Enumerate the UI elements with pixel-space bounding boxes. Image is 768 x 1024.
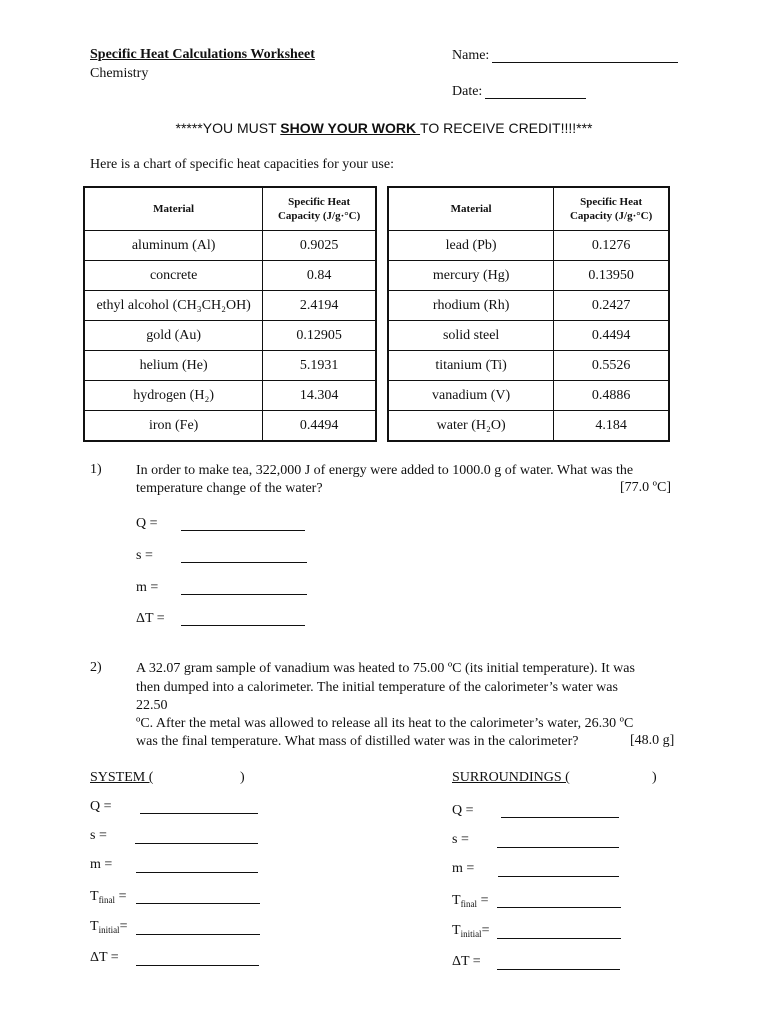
- header-specific-heat: [554, 187, 669, 231]
- system-q-field[interactable]: [140, 813, 258, 814]
- header-material: Material: [84, 187, 263, 231]
- date-label: Date:: [452, 84, 483, 99]
- material-cell: iron (Fe): [84, 411, 263, 442]
- material-cell: aluminum (Al): [84, 231, 263, 261]
- surroundings-label: SURROUNDINGS (: [452, 770, 570, 785]
- surroundings-tinitial-label: [452, 923, 489, 939]
- surroundings-s-label: s =: [452, 832, 469, 847]
- value-cell: 0.1276: [554, 231, 669, 261]
- q2-line3: 22.50: [136, 698, 168, 713]
- header-heat-line2: Capacity (J/g·°C): [569, 210, 653, 222]
- surroundings-m-label: m =: [452, 861, 475, 876]
- date-field[interactable]: [485, 98, 586, 99]
- system-tfinal-eq: =: [115, 889, 127, 904]
- notice-prefix: *****YOU MUST: [175, 120, 281, 136]
- q1-s-field[interactable]: [181, 562, 307, 563]
- table-row: [388, 351, 669, 381]
- value-cell: 0.84: [263, 261, 376, 291]
- surroundings-tinitial-eq: =: [481, 923, 490, 938]
- q1-m-label: m =: [136, 580, 159, 595]
- show-work-notice: [0, 120, 768, 136]
- q1-q-field[interactable]: [181, 530, 305, 531]
- system-tinitial-eq: =: [119, 919, 128, 934]
- value-cell: 0.9025: [263, 231, 376, 261]
- surroundings-tfinal-field[interactable]: [497, 907, 621, 908]
- surroundings-dt-field[interactable]: [497, 969, 620, 970]
- surroundings-tinitial-t: T: [452, 923, 461, 938]
- header-heat-line2: Capacity (J/g·°C): [277, 210, 361, 222]
- table-row: [388, 231, 669, 261]
- table-row: [84, 261, 376, 291]
- surroundings-tinitial-field[interactable]: [497, 938, 621, 939]
- system-title: [90, 770, 153, 786]
- system-tfinal-field[interactable]: [136, 903, 260, 904]
- table-row: [388, 381, 669, 411]
- name-label: Name:: [452, 48, 490, 63]
- system-q-label: Q =: [90, 799, 112, 814]
- q1-dt-field[interactable]: [181, 625, 305, 626]
- q2-line1: A 32.07 gram sample of vanadium was heated to 75.00 ºC (its initial temperature). It was: [136, 661, 635, 676]
- name-field[interactable]: [492, 62, 678, 63]
- value-cell: 14.304: [263, 381, 376, 411]
- table-row: [84, 411, 376, 442]
- value-cell: 0.4494: [554, 321, 669, 351]
- q2-line4: ºC. After the metal was allowed to release all its heat to the calorimeter’s water, 26.30 ºC: [136, 716, 634, 731]
- system-tinitial-t: T: [90, 919, 99, 934]
- q1-dt-label: ΔT =: [136, 611, 165, 626]
- surroundings-title: [452, 770, 570, 786]
- header-heat-line1: Specific Heat: [288, 196, 351, 208]
- table-row: [84, 351, 376, 381]
- system-s-field[interactable]: [135, 843, 258, 844]
- system-m-field[interactable]: [136, 872, 258, 873]
- system-tfinal-label: [90, 889, 126, 905]
- q1-answer: [77.0 ºC]: [620, 480, 672, 495]
- material-cell: ethyl alcohol (CH₃CH₂OH): [84, 291, 263, 321]
- surroundings-m-field[interactable]: [498, 876, 619, 877]
- table-row: [84, 291, 376, 321]
- material-cell: mercury (Hg): [388, 261, 554, 291]
- value-cell: 0.13950: [554, 261, 669, 291]
- material-cell: hydrogen (H₂): [84, 381, 263, 411]
- material-cell: water (H₂O): [388, 411, 554, 442]
- chart-intro: Here is a chart of specific heat capacities for your use:: [90, 157, 394, 172]
- system-label: SYSTEM (: [90, 770, 154, 785]
- surroundings-tfinal-t: T: [452, 893, 461, 908]
- notice-emphasis: SHOW YOUR WORK: [280, 120, 421, 136]
- table-row: [84, 231, 376, 261]
- worksheet-title: Specific Heat Calculations Worksheet: [90, 47, 315, 62]
- table-row: [388, 261, 669, 291]
- q1-s-label: s =: [136, 548, 153, 563]
- q2-line5: was the final temperature. What mass of distilled water was in the calorimeter?: [136, 734, 579, 749]
- header-specific-heat: [263, 187, 376, 231]
- value-cell: 0.5526: [554, 351, 669, 381]
- system-dt-field[interactable]: [136, 965, 259, 966]
- surroundings-tfinal-eq: =: [477, 893, 489, 908]
- material-cell: gold (Au): [84, 321, 263, 351]
- q1-number: 1): [90, 462, 102, 477]
- value-cell: 2.4194: [263, 291, 376, 321]
- surroundings-dt-label: ΔT =: [452, 954, 481, 969]
- surroundings-tfinal-label: [452, 893, 488, 909]
- surroundings-close-paren: ): [652, 770, 657, 785]
- system-s-label: s =: [90, 828, 107, 843]
- value-cell: 0.2427: [554, 291, 669, 321]
- q1-line2: temperature change of the water?: [136, 481, 323, 496]
- system-tinitial-label: [90, 919, 127, 935]
- system-tfinal-t: T: [90, 889, 99, 904]
- system-tinitial-field[interactable]: [136, 934, 260, 935]
- header-material: Material: [388, 187, 554, 231]
- table-row: [84, 321, 376, 351]
- notice-suffix: TO RECEIVE CREDIT!!!!***: [420, 120, 593, 136]
- table-row: [84, 381, 376, 411]
- surroundings-q-field[interactable]: [501, 817, 619, 818]
- specific-heat-table-right: [387, 186, 670, 442]
- value-cell: 0.12905: [263, 321, 376, 351]
- specific-heat-table-left: [83, 186, 377, 442]
- q2-number: 2): [90, 660, 102, 675]
- table-row: [388, 291, 669, 321]
- system-m-label: m =: [90, 857, 113, 872]
- table-row: [388, 321, 669, 351]
- value-cell: 5.1931: [263, 351, 376, 381]
- surroundings-tinitial-sub: initial: [460, 929, 482, 939]
- q2-line2: then dumped into a calorimeter. The initial temperature of the calorimeter’s water was: [136, 680, 618, 695]
- subject-label: Chemistry: [90, 66, 149, 81]
- material-cell: helium (He): [84, 351, 263, 381]
- material-cell: rhodium (Rh): [388, 291, 554, 321]
- value-cell: 4.184: [554, 411, 669, 442]
- material-cell: titanium (Ti): [388, 351, 554, 381]
- system-tinitial-sub: initial: [98, 925, 120, 935]
- material-cell: solid steel: [388, 321, 554, 351]
- surroundings-q-label: Q =: [452, 803, 474, 818]
- surroundings-tfinal-sub: final: [460, 899, 478, 909]
- header-heat-line1: Specific Heat: [580, 196, 643, 208]
- system-close-paren: ): [240, 770, 245, 785]
- q1-q-label: Q =: [136, 516, 158, 531]
- q1-m-field[interactable]: [181, 594, 307, 595]
- value-cell: 0.4494: [263, 411, 376, 442]
- material-cell: lead (Pb): [388, 231, 554, 261]
- material-cell: concrete: [84, 261, 263, 291]
- system-dt-label: ΔT =: [90, 950, 119, 965]
- table-row: [388, 411, 669, 442]
- material-cell: vanadium (V): [388, 381, 554, 411]
- q2-answer: [48.0 g]: [630, 733, 675, 748]
- value-cell: 0.4886: [554, 381, 669, 411]
- q1-line1: In order to make tea, 322,000 J of energy were added to 1000.0 g of water. What was the: [136, 463, 634, 478]
- surroundings-s-field[interactable]: [497, 847, 619, 848]
- system-tfinal-sub: final: [98, 895, 116, 905]
